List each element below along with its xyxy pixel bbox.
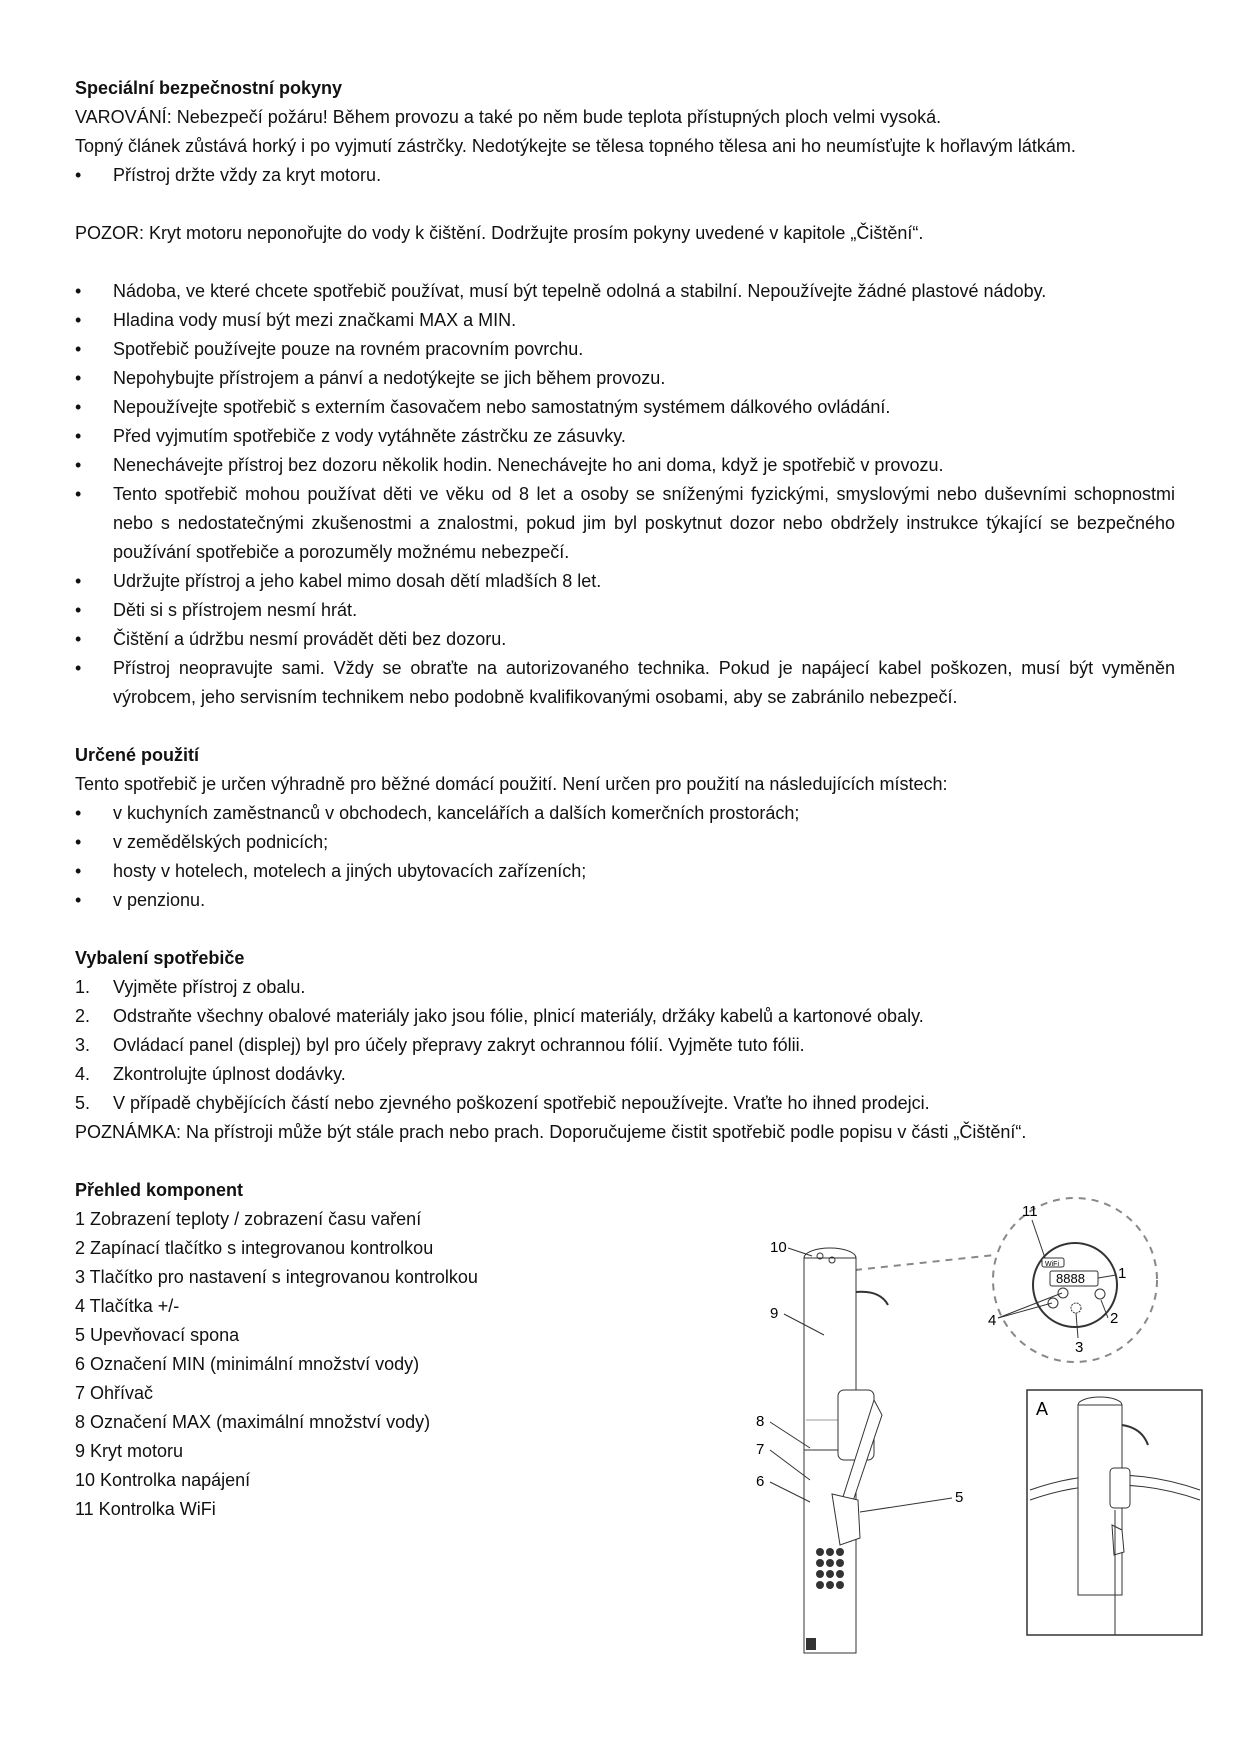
safety-bullet-item (75, 306, 1175, 335)
component-item: 3 Tlačítko pro nastavení s integrovanou kontrolkou (75, 1267, 478, 1287)
bullet-mark: 4. (75, 1064, 91, 1084)
bullet-mark: • (75, 861, 82, 881)
intended-use-intro: Tento spotřebič je určen výhradně pro běžné domácí použití. Není určen pro použití na následujících místech: (75, 774, 948, 794)
unpacking-step (75, 973, 1175, 1002)
bullet-text: Zkontrolujte úplnost dodávky. (113, 1064, 346, 1084)
bullet-text: Přístroj neopravujte sami. Vždy se obraťte na autorizovaného technika. Pokud je napájecí kabel poškozen, musí být vyměněn výrobcem, jeho servisním technikem nebo podobně kvalifikovanými osobami, aby se zabránilo nebezpečí. (113, 658, 1175, 707)
device-foot (806, 1638, 816, 1650)
bullet-text: Čištění a údržbu nesmí provádět děti bez dozoru. (113, 629, 507, 649)
bullet-text: Děti si s přístrojem nesmí hrát. (113, 600, 358, 620)
bullet-text: hosty v hotelech, motelech a jiných ubytovacích zařízeních; (113, 861, 587, 881)
safety-bullet-item (75, 364, 1175, 393)
safety-bullet-item (75, 654, 1175, 712)
bullet-mark: • (75, 890, 82, 910)
bullet-mark: • (75, 281, 82, 301)
bullet-text: Nenechávejte přístroj bez dozoru několik hodin. Nenechávejte ho ani doma, když je spotřebič v provozu. (113, 455, 944, 475)
label-9: 9 (770, 1305, 779, 1322)
intended-use-list (75, 799, 1175, 915)
bullet-text: Nepoužívejte spotřebič s externím časovačem nebo samostatným systémem dálkového ovládání. (113, 397, 891, 417)
bullet-mark: 2. (75, 1006, 91, 1026)
safety-bullet-item (75, 335, 1175, 364)
component-item: 2 Zapínací tlačítko s integrovanou kontrolkou (75, 1238, 434, 1258)
bullet-text: Odstraňte všechny obalové materiály jako jsou fólie, plnicí materiály, držáky kabelů a kartonové obaly. (113, 1006, 924, 1026)
component-item: 11 Kontrolka WiFi (75, 1499, 216, 1519)
unpacking-note: POZNÁMKA: Na přístroji může být stále prach nebo prach. Doporučujeme čistit spotřebič podle popisu v části „Čištění“. (75, 1122, 1027, 1142)
safety-bullet-item (75, 277, 1175, 306)
bullet-mark: 1. (75, 977, 91, 997)
label-10: 10 (770, 1239, 787, 1256)
safety-bullet-item (75, 393, 1175, 422)
intended-use-item (75, 799, 1175, 828)
bullet-text: Přístroj držte vždy za kryt motoru. (113, 165, 382, 185)
bullet-mark: • (75, 339, 82, 359)
unpacking-step (75, 1002, 1175, 1031)
sous-vide-drawing (756, 1190, 1210, 1660)
component-item: 6 Označení MIN (minimální množství vody) (75, 1354, 420, 1374)
component-item: 8 Označení MAX (maximální množství vody) (75, 1412, 431, 1432)
intended-use-heading: Určené použití (75, 745, 200, 765)
label-11: 11 (1022, 1203, 1038, 1220)
device-illustration (756, 1190, 1210, 1660)
unpacking-step (75, 1060, 1175, 1089)
safety-heading: Speciální bezpečnostní pokyny (75, 78, 343, 98)
unpacking-steps (75, 973, 1175, 1118)
bullet-mark: • (75, 397, 82, 417)
bullet-mark: • (75, 658, 82, 678)
bullet-text: Tento spotřebič mohou používat děti ve věku od 8 let a osoby se sníženými fyzickými, smyslovými nebo duševními schopnostmi nebo s nedostatečnými zkušenostmi a znalostmi, pokud jim byl poskytnut dozor nebo obdržely instrukce týkající se bezpečného používání spotřebiče a porozuměly možnému nebezpečí. (113, 484, 1175, 562)
label-5: 5 (955, 1489, 964, 1506)
bullet-text: v zemědělských podnicích; (113, 832, 329, 852)
display-digits: 8888 (1056, 1271, 1085, 1286)
bullet-mark: 3. (75, 1035, 91, 1055)
label-2: 2 (1110, 1310, 1119, 1327)
warning-line-1: VAROVÁNÍ: Nebezpečí požáru! Během provozu a také po něm bude teplota přístupných ploch velmi vysoká. (75, 107, 942, 127)
leader-5 (860, 1498, 952, 1512)
label-1: 1 (1118, 1265, 1127, 1282)
bullet-text: Spotřebič používejte pouze na rovném pracovním povrchu. (113, 339, 584, 359)
safety-bullet-item (75, 451, 1175, 480)
unpacking-step (75, 1089, 1175, 1118)
bullet-mark: • (75, 165, 82, 185)
bullet-mark: • (75, 426, 82, 446)
label-7: 7 (756, 1441, 765, 1458)
component-item: 5 Upevňovací spona (75, 1325, 240, 1345)
leader-11 (1032, 1220, 1045, 1258)
bullet-mark: • (75, 571, 82, 591)
caution-text: POZOR: Kryt motoru neponořujte do vody k čištění. Dodržujte prosím pokyny uvedené v kapitole „Čištění“. (75, 223, 924, 243)
bullet-mark: 5. (75, 1093, 91, 1113)
component-item: 4 Tlačítka +/- (75, 1296, 180, 1316)
bullet-text: Udržujte přístroj a jeho kabel mimo dosah dětí mladších 8 let. (113, 571, 602, 591)
label-3: 3 (1075, 1339, 1084, 1356)
safety-bullet-list (75, 277, 1175, 712)
intended-use-item (75, 828, 1175, 857)
label-8: 8 (756, 1413, 765, 1430)
bullet-mark: • (75, 368, 82, 388)
inset-label: A (1036, 1399, 1049, 1419)
safety-bullet-item (75, 596, 1175, 625)
component-item: 1 Zobrazení teploty / zobrazení času vaření (75, 1209, 422, 1229)
callout-connector (855, 1255, 995, 1270)
label-6: 6 (756, 1473, 765, 1490)
intended-use-item (75, 886, 1175, 915)
bullet-text: v penzionu. (113, 890, 206, 910)
inset-clip (1110, 1468, 1130, 1508)
power-cable (856, 1292, 888, 1305)
warning-line-2: Topný článek zůstává horký i po vyjmutí zástrčky. Nedotýkejte se tělesa topného tělesa ani ho neumísťujte k hořlavým látkám. (75, 136, 1076, 156)
components-heading: Přehled komponent (75, 1180, 244, 1200)
component-item: 7 Ohřívač (75, 1383, 154, 1403)
safety-bullet-item (75, 422, 1175, 451)
unpacking-step (75, 1031, 1175, 1060)
safety-bullet-item (75, 625, 1175, 654)
bullet-mark: • (75, 600, 82, 620)
safety-bullet-item (75, 480, 1175, 567)
bullet-text: Ovládací panel (displej) byl pro účely přepravy zakryt ochrannou fólií. Vyjměte tuto fólii. (113, 1035, 805, 1055)
safety-bullet-item (75, 567, 1175, 596)
bullet-mark: • (75, 832, 82, 852)
component-item: 9 Kryt motoru (75, 1441, 184, 1461)
warning-bullet (75, 161, 1175, 190)
intended-use-item (75, 857, 1175, 886)
component-item: 10 Kontrolka napájení (75, 1470, 251, 1490)
bullet-mark: • (75, 310, 82, 330)
label-4: 4 (988, 1312, 997, 1329)
bullet-mark: • (75, 455, 82, 475)
bullet-text: Nepohybujte přístrojem a pánví a nedotýkejte se jich během provozu. (113, 368, 666, 388)
bullet-text: v kuchyních zaměstnanců v obchodech, kancelářích a dalších komerčních prostorách; (113, 803, 800, 823)
bullet-mark: • (75, 629, 82, 649)
bullet-text: V případě chybějících částí nebo zjevného poškození spotřebič nepoužívejte. Vraťte ho ihned prodejci. (113, 1093, 930, 1113)
bullet-text: Před vyjmutím spotřebiče z vody vytáhněte zástrčku ze zásuvky. (113, 426, 626, 446)
bullet-text: Nádoba, ve které chcete spotřebič používat, musí být tepelně odolná a stabilní. Nepoužívejte žádné plastové nádoby. (113, 281, 1047, 301)
wifi-label: WiFi (1045, 1261, 1059, 1268)
bullet-mark: • (75, 803, 82, 823)
bullet-text: Hladina vody musí být mezi značkami MAX a MIN. (113, 310, 517, 330)
bullet-text: Vyjměte přístroj z obalu. (113, 977, 306, 997)
bullet-mark: • (75, 484, 82, 504)
unpacking-heading: Vybalení spotřebiče (75, 948, 245, 968)
